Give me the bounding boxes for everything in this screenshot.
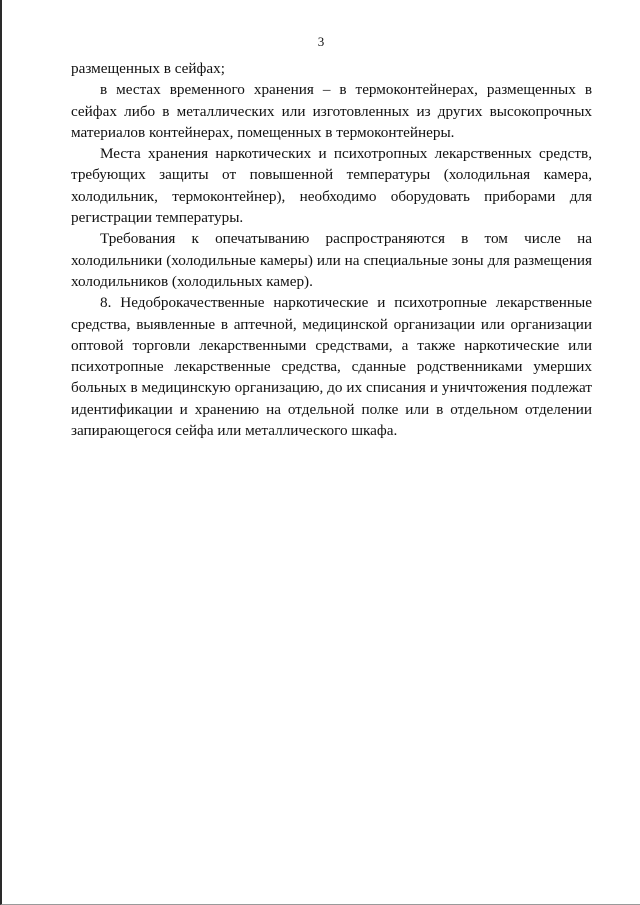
paragraph-continuation: размещенных в сейфах; [71,60,225,77]
page-number: 3 [317,34,325,49]
paragraph-temperature-storage: Места хранения наркотических и психотропных лекарственных средств, требующих защиты от повышенной температуры (холодильная камера, холодильник, термоконтейнер), необходимо оборудовать приборами для регистрации температуры. [71,145,592,227]
paragraph-sealing-requirements: Требования к опечатыванию распространяются в том числе на холодильники (холодильные камеры) или на специальные зоны для размещения холодильников (холодильных камер). [71,230,592,290]
document-body [71,58,592,441]
paragraph-item-8: 8. Недоброкачественные наркотические и психотропные лекарственные средства, выявленные в аптечной, медицинской организации или организации оптовой торговли лекарственными средствами, а также наркотические или психотропные лекарственные средства, сданные родственниками умерших больных в медицинскую организацию, до их списания и уничтожения подлежат идентификации и хранению на отдельной полке или в отдельном отделении запирающегося сейфа или металлического шкафа. [71,294,592,440]
paragraph-temporary-storage: в местах временного хранения – в термоконтейнерах, размещенных в сейфах либо в металлических или изготовленных из других высокопрочных материалов контейнерах, помещенных в термоконтейнеры. [71,81,592,141]
